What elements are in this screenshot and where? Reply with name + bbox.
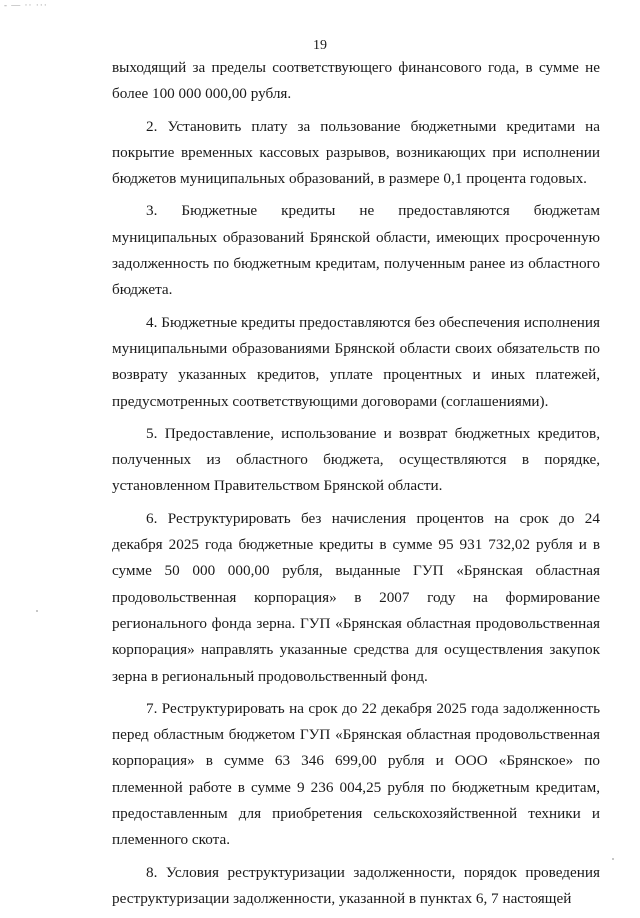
document-body	[112, 55, 600, 918]
scan-speck	[36, 610, 38, 612]
scan-speck	[612, 858, 614, 860]
paragraph-8: 8. Условия реструктуризации задолженности, порядок проведения реструктуризации задолженности, указанной в пунктах 6, 7 настоящей	[112, 863, 600, 907]
scan-corner-marks: - — ·· ···	[4, 0, 48, 10]
paragraph-3: 3. Бюджетные кредиты не предоставляются бюджетам муниципальных образований Брянской области, имеющих просроченную задолженность по бюджетным кредитам, полученным ранее из областного бюджета.	[112, 202, 600, 299]
paragraph-4: 4. Бюджетные кредиты предоставляются без обеспечения исполнения муниципальными образованиями Брянской области своих обязательств по возврату указанных кредитов, уплате процентных и иных платежей, предусмотренных соответствующими договорами (соглашениями).	[112, 313, 600, 410]
paragraph-continuation: выходящий за пределы соответствующего финансового года, в сумме не более 100 000 000,00 рубля.	[112, 59, 600, 103]
paragraph-6: 6. Реструктурировать без начисления процентов на срок до 24 декабря 2025 года бюджетные кредиты в сумме 95 931 732,02 рубля и в сумме 50 000 000,00 рубля, выданные ГУП «Брянская областная продовольственная корпорация» в 2007 году на формирование регионального фонда зерна. ГУП «Брянская областная продовольственная корпорация» направлять указанные средства для осуществления закупок зерна в региональный продовольственный фонд.	[112, 509, 600, 685]
paragraph-5: 5. Предоставление, использование и возврат бюджетных кредитов, полученных из областного бюджета, осуществляются в порядке, установленном Правительством Брянской области.	[112, 424, 600, 495]
paragraph-7: 7. Реструктурировать на срок до 22 декабря 2025 года задолженность перед областным бюджетом ГУП «Брянская областная продовольственная корпорация» в сумме 63 346 699,00 рубля и ООО «Брянское» по племенной работе в сумме 9 236 004,25 рубля по бюджетным кредитам, предоставленным для приобретения сельскохозяйственной техники и племенного скота.	[112, 699, 600, 849]
page-number: 19	[313, 38, 327, 53]
paragraph-2: 2. Установить плату за пользование бюджетными кредитами на покрытие временных кассовых разрывов, возникающих при исполнении бюджетов муниципальных образований, в размере 0,1 процента годовых.	[112, 117, 600, 188]
